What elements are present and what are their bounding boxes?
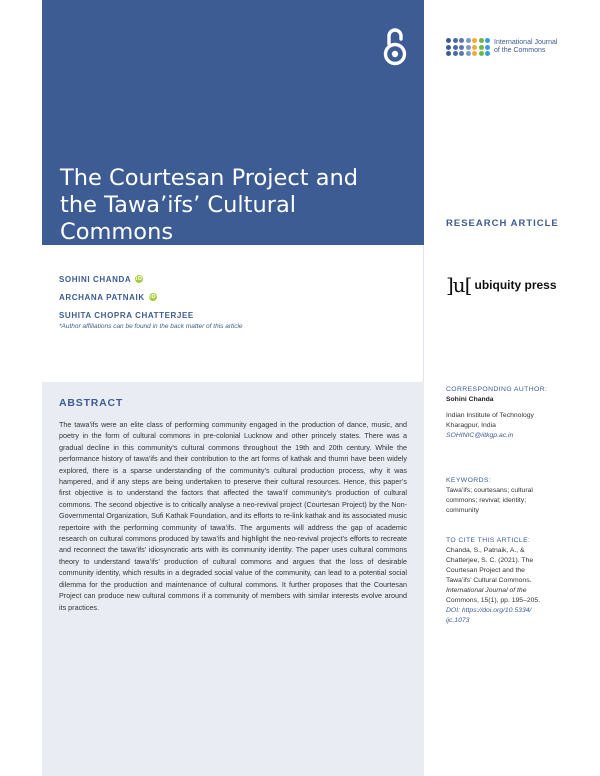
section-label: CORRESPONDING AUTHOR: xyxy=(446,386,548,393)
author-name: ARCHANA PATNAIK xyxy=(59,292,145,302)
keywords-line: community xyxy=(446,507,479,514)
affiliation-line: Indian Institute of Technology xyxy=(446,412,534,419)
affiliation-line: Kharagpur, India xyxy=(446,422,496,429)
journal-logo[interactable] xyxy=(446,38,574,56)
doi-link[interactable]: ijc.1073 xyxy=(446,617,470,624)
logo-dot xyxy=(446,45,451,50)
logo-dot xyxy=(459,51,464,56)
logo-dot xyxy=(485,45,490,50)
section-label: TO CITE THIS ARTICLE: xyxy=(446,537,531,544)
article-type: RESEARCH ARTICLE xyxy=(446,218,559,229)
article-title: The Courtesan Project and the Tawa’ifs’ Cultural Commons xyxy=(60,165,359,246)
logo-dot xyxy=(479,51,484,56)
abstract-panel xyxy=(42,382,424,776)
logo-dot xyxy=(479,45,484,50)
logo-dot xyxy=(485,38,490,43)
logo-dot xyxy=(466,51,471,56)
logo-dot xyxy=(446,51,451,56)
logo-dot xyxy=(472,45,477,50)
publisher-name: ubiquity press xyxy=(474,278,557,292)
citation-line: Chanda, S., Patnaik, A., & xyxy=(446,547,525,554)
citation-line: Courtesan Project and the xyxy=(446,567,525,574)
logo-dot xyxy=(466,45,471,50)
logo-dot xyxy=(446,38,451,43)
publisher-logo[interactable] xyxy=(446,273,557,297)
citation-line: Commons, 15(1), pp. 195–205. xyxy=(446,597,541,604)
orcid-icon[interactable]: iD xyxy=(149,294,157,300)
open-access-icon xyxy=(380,26,410,68)
doi-link[interactable]: DOI: https://doi.org/10.5334/ xyxy=(446,607,532,614)
journal-name-line: International Journal xyxy=(494,39,558,46)
logo-dot xyxy=(485,51,490,56)
author xyxy=(59,270,194,288)
journal-name xyxy=(494,39,574,55)
keywords-section xyxy=(446,476,566,516)
abstract-heading: ABSTRACT xyxy=(59,397,124,409)
author xyxy=(59,306,194,324)
corresponding-author xyxy=(446,385,566,441)
journal-name-line: of the Commons xyxy=(494,47,546,54)
publisher-mark: ]u[ xyxy=(446,273,472,297)
citation-line: Chatterjee, S. C. (2021). The xyxy=(446,557,534,564)
logo-dot xyxy=(453,38,458,43)
abstract-text: The tawa’ifs were an elite class of performing community engaged in the production of dance, music, and poetry in the form of cultural commons in pre-colonial Lucknow and other princely states. There was a gradual decline in this community’s cultural commons throughout the 19th and 20th century. While the performance history of tawa’ifs and their contribution to the art forms of kathak and thumri have been widely explored, there is a sparse understanding of the community’s cultural production process, why it was hampered, and if any steps are being undertaken to preserve their cultural resources. Hence, this paper’s first objective is to understand the factors that affected the tawa’if community’s production of cultural commons. The second objective is to critically analyse a neo-revival project (Courtesan Project) by the Non-Governmental Organization, Sufi Kathak Foundation, and its efforts to re-link kathak and its associated music repertoire with the performing community of tawa’ifs. The arguments will address the gap of academic research on cultural commons produced by tawa’ifs and highlight the neo-revival project’s efforts to recreate and reconnect the tawa’ifs’ idiosyncratic arts with its community identity. The paper uses cultural commons theory to understand tawa’ifs’ production of cultural commons and argues that the loss of desirable community identity, which results in a degraded social value of the community, can lead to a potential social dilemma for the production and maintenance of cultural commons. It further proposes that the Courtesan Project can produce new cultural commons if a community of members with similar interests evolve around its practices. xyxy=(59,420,407,612)
logo-dot xyxy=(472,51,477,56)
orcid-icon[interactable]: iD xyxy=(135,276,143,282)
author xyxy=(59,288,194,306)
logo-dot xyxy=(453,51,458,56)
citation-line: Tawa’ifs’ Cultural Commons. xyxy=(446,577,532,584)
keywords-line: commons; revival; identity; xyxy=(446,497,527,504)
email-link[interactable]: SOHINIC@iitkgp.ac.in xyxy=(446,432,514,439)
logo-dot xyxy=(459,38,464,43)
logo-dot xyxy=(459,45,464,50)
logo-dot xyxy=(453,45,458,50)
author-name: SUHITA CHOPRA CHATTERJEE xyxy=(59,310,194,320)
journal-logo-mark xyxy=(446,38,490,56)
corresponding-name: Sohini Chanda xyxy=(446,396,494,403)
citation-line: International Journal of the xyxy=(446,587,527,594)
author-name: SOHINI CHANDA xyxy=(59,274,132,284)
section-label: KEYWORDS: xyxy=(446,477,492,484)
logo-dot xyxy=(472,38,477,43)
title-banner xyxy=(42,0,424,245)
logo-dot xyxy=(479,38,484,43)
citation-section xyxy=(446,536,566,626)
author-list xyxy=(59,270,194,324)
logo-dot xyxy=(466,38,471,43)
affiliation-note: *Author affiliations can be found in the back matter of this article xyxy=(59,323,243,330)
keywords-line: Tawa’ifs; courtesans; cultural xyxy=(446,487,533,494)
